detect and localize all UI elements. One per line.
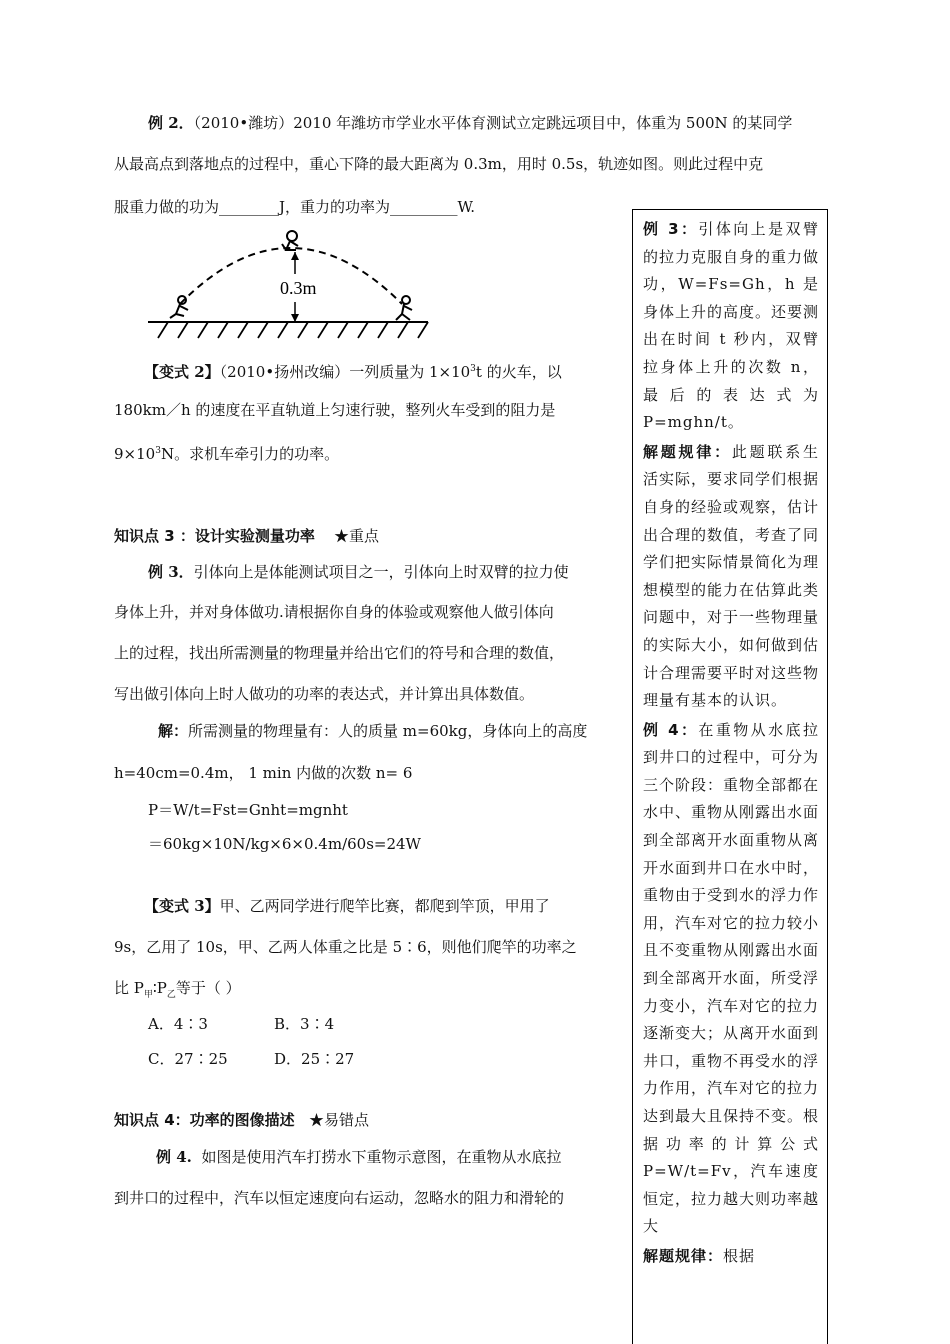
sidebar-note-rule1	[643, 439, 819, 715]
example3-solution-line3: P＝W/t=Fst=Gnht=mgnht	[148, 801, 348, 819]
sidebar-notes-box	[632, 209, 828, 1344]
example3-line3: 上的过程，找出所需测量的物理量并给出它们的符号和合理的数值，	[114, 644, 565, 662]
example3-line4: 写出做引体向上时人做功的功率的表达式，并计算出具体数值。	[114, 685, 535, 703]
variant2-text1a: （2010•扬州改编）一列质量为 1×10	[219, 363, 471, 381]
kp4-title: 知识点 4：功率的图像描述	[114, 1111, 295, 1129]
height-label: 0.3m	[280, 278, 317, 298]
example2-label: 例 2．	[148, 114, 194, 132]
sidebar-text-2: 此题联系生活实际，要求同学们根据自身的经验或观察，估计出合理的数值，考查了同学们把实际情景简化为理想模型的能力在估算此类问题中，对于一些物理量的实际大小，如何做到估计合理需要平时对这些物理量有基本的认识。	[643, 442, 820, 710]
sidebar-text-3: 在重物从水底拉到井口的过程中，可分为三个阶段：重物全部都在水中、重物从刚露出水面到全部离开水面重物从离开水面到井口在水中时，重物由于受到水的浮力作用，汽车对它的拉力较小且不变重物从刚露出水面到全部离开水面，所受浮力变小，汽车对它的拉力逐渐变大；从离开水面到井口，重物不再受水的浮力作用，汽车对它的拉力达到最大且保持不变。根据功率的计算公式 P=W/t=Fv，汽车速度恒定，拉力越大则功率越大	[643, 720, 820, 1236]
variant2-text1b: t 的火车，以	[475, 363, 562, 381]
variant3-sub-yi: 乙	[166, 990, 176, 1000]
option-a: A．4∶3	[148, 1015, 208, 1033]
example3-label: 例 3．	[148, 563, 194, 581]
example3-line1	[148, 562, 569, 582]
sidebar-note-rule2	[643, 1243, 819, 1271]
variant2-label: 【变式 2】	[144, 363, 220, 381]
variant3-text3c: 等于（ ）	[175, 979, 241, 997]
option-c: C．27∶25	[148, 1050, 228, 1068]
variant2-text3b: N。求机车牵引力的功率。	[160, 445, 340, 463]
sidebar-label-1: 例 3：	[643, 220, 699, 238]
variant2-text3a: 9×10	[114, 445, 156, 463]
example4-line1	[156, 1147, 561, 1167]
sidebar-text-1: 引体向上是双臂的拉力克服自身的重力做功，W=Fs=Gh，h 是身体上升的高度。还要测出在时间 t 秒内，双臂拉身体上升的次数 n，最后的表达式为 P=mghn/t。	[643, 220, 820, 432]
example3-text1: 引体向上是体能测试项目之一，引体向上时双臂的拉力使	[193, 563, 569, 581]
kp3-title: 知识点 3 ：设计实验测量功率	[114, 527, 315, 545]
variant3-text1: 甲、乙两同学进行爬竿比赛，都爬到竿顶，甲用了	[219, 897, 550, 915]
sidebar-label-3: 例 4：	[643, 720, 699, 739]
variant3-text3a: 比 P	[114, 979, 144, 997]
example3-line2: 身体上升，并对身体做功.请根据你自身的体验或观察他人做引体向	[114, 603, 554, 621]
option-d: D．25∶27	[274, 1050, 355, 1068]
kp3-tag: ★重点	[333, 527, 379, 545]
example2-line2: 从最高点到落地点的过程中，重心下降的最大距离为 0.3m，用时 0.5s，轨迹如图。则此过程中克	[114, 155, 764, 173]
sidebar-note-example3	[643, 216, 819, 437]
solution-text1: 所需测量的物理量有：人的质量 m=60kg，身体向上的高度	[188, 722, 588, 740]
example2-text1: （2010•潍坊）2010 年潍坊市学业水平体育测试立定跳远项目中，体重为 500N 的某同学	[193, 114, 793, 132]
variant2-exp1: 3	[470, 364, 476, 374]
sidebar-text-4: 根据	[723, 1246, 756, 1265]
knowledge-point-4-heading	[114, 1110, 369, 1130]
example2-line1	[148, 113, 792, 133]
variant2-line1	[144, 359, 562, 382]
option-b: B．3∶4	[274, 1015, 335, 1033]
solution-label: 解：	[158, 722, 189, 740]
sidebar-note-example4	[643, 717, 819, 1241]
variant2-line2: 180km／h 的速度在平直轨道上匀速行驶，整列火车受到的阻力是	[114, 401, 556, 419]
example4-line2: 到井口的过程中，汽车以恒定速度向右运动，忽略水的阻力和滑轮的	[114, 1189, 565, 1207]
variant3-sub-jia: 甲	[143, 990, 153, 1000]
variant3-line3	[114, 978, 241, 1005]
example3-solution-line1	[158, 721, 587, 741]
variant2-exp3: 3	[155, 446, 161, 456]
sidebar-label-2: 解题规律：	[643, 442, 732, 461]
knowledge-point-3-heading	[114, 526, 379, 546]
variant3-line2: 9s，乙用了 10s，甲、乙两人体重之比是 5∶6，则他们爬竿的功率之	[114, 938, 577, 956]
long-jump-trajectory-figure	[140, 222, 440, 344]
kp4-tag: ★易错点	[308, 1111, 369, 1129]
variant3-text3b: ∶P	[152, 979, 167, 997]
sidebar-label-4: 解题规律：	[643, 1246, 724, 1265]
example3-solution-line2: h=40cm=0.4m， 1 min 内做的次数 n= 6	[114, 764, 413, 782]
example3-solution-line4: ＝60kg×10N/kg×6×0.4m/60s=24W	[148, 835, 421, 853]
variant2-line3	[114, 441, 339, 464]
variant3-label: 【变式 3】	[144, 897, 220, 915]
example2-line3: 服重力做的功为________J，重力的功率为_________W.	[114, 198, 476, 216]
example4-text1: 如图是使用汽车打捞水下重物示意图，在重物从水底拉	[201, 1148, 562, 1166]
variant3-line1	[144, 896, 550, 916]
example4-label: 例 4.	[156, 1148, 192, 1166]
